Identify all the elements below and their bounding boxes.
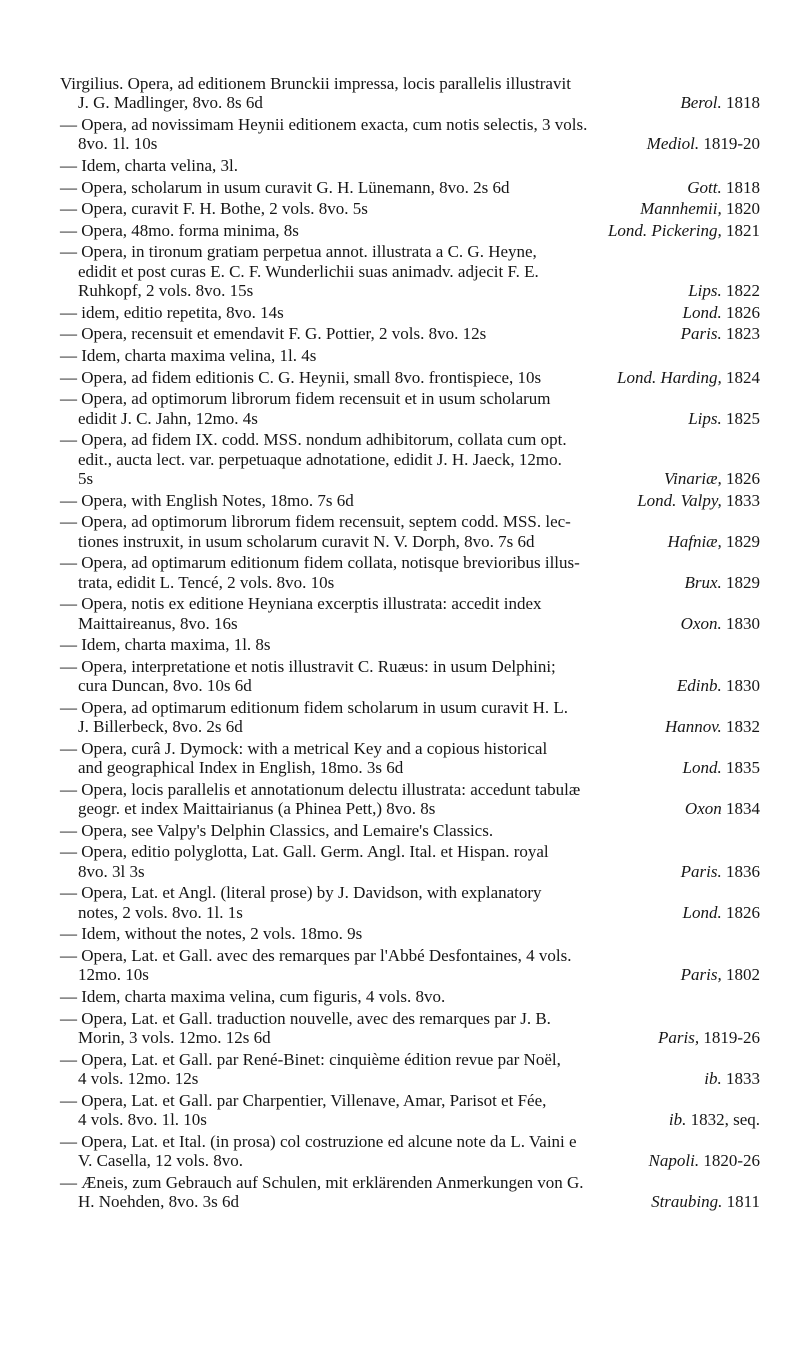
catalogue-entry: [60, 780, 760, 819]
entry-line-text: — Opera, ad fidem editionis C. G. Heynii, small 8vo. frontispiece, 10s: [60, 367, 542, 387]
entry-line-text: notes, 2 vols. 8vo. 1l. 1s: [78, 902, 243, 922]
imprint: [681, 324, 760, 343]
entry-line: [60, 324, 760, 343]
entry-line: [60, 965, 760, 984]
imprint-year: 1832, seq.: [690, 1109, 760, 1129]
entry-line: [60, 614, 760, 633]
entry-line: [60, 594, 760, 613]
entry-line-text: — Opera, Lat. et Gall. par Charpentier, Villenave, Amar, Parisot et Fée,: [60, 1090, 547, 1110]
imprint: [680, 93, 760, 112]
entry-line-text: — Opera, Lat. et Ital. (in prosa) col costruzione ed alcune note da L. Vaini e: [60, 1131, 577, 1151]
imprint: [683, 758, 760, 777]
entry-line: [60, 739, 760, 758]
imprint: [683, 303, 760, 322]
catalogue-entry: [60, 1009, 760, 1048]
imprint: [681, 862, 760, 881]
entry-line: [60, 512, 760, 531]
imprint-place: Mediol.: [646, 134, 700, 154]
imprint-place: Paris,: [680, 965, 722, 985]
catalogue-entry: [60, 883, 760, 922]
entry-line: [60, 758, 760, 777]
imprint-year: 1832: [726, 717, 760, 737]
entry-line-text: — Idem, charta maxima velina, cum figuris, 4 vols. 8vo.: [60, 986, 446, 1006]
entry-line: [60, 450, 760, 469]
imprint: [688, 409, 760, 428]
entry-line: [60, 156, 760, 175]
entry-line-text: — Opera, Lat. et Gall. par René-Binet: cinquième édition revue par Noël,: [60, 1049, 561, 1069]
entry-line: [60, 635, 760, 654]
entry-line-text: — Opera, ad optimorum librorum fidem recensuit, septem codd. MSS. lec-: [60, 512, 571, 532]
entry-line-text: trata, edidit L. Tencé, 2 vols. 8vo. 10s: [78, 572, 335, 592]
entry-line-text: — Opera, Lat. et Gall. traduction nouvelle, avec des remarques par J. B.: [60, 1008, 551, 1028]
entry-line: [60, 1069, 760, 1088]
entry-line-text: — Opera, scholarum in usum curavit G. H. Lünemann, 8vo. 2s 6d: [60, 177, 510, 197]
imprint-place: Hafniæ,: [667, 531, 722, 551]
entry-line: [60, 821, 760, 840]
imprint: [684, 573, 760, 592]
entry-line-text: 8vo. 1l. 10s: [78, 134, 158, 154]
entry-line-text: — Æneis, zum Gebrauch auf Schulen, mit erklärenden Anmerkungen von G.: [60, 1172, 584, 1192]
entry-line: [60, 1132, 760, 1151]
imprint: [651, 1192, 760, 1211]
entry-line-text: V. Casella, 12 vols. 8vo.: [78, 1150, 243, 1170]
catalogue-entry: [60, 199, 760, 218]
imprint: [640, 199, 760, 218]
imprint: [683, 903, 760, 922]
catalogue-entry: [60, 242, 760, 300]
imprint-place: Lips.: [688, 281, 722, 301]
catalogue-entry: [60, 512, 760, 551]
imprint-place: Brux.: [684, 572, 722, 592]
entry-line-text: — Opera, notis ex editione Heyniana excerptis illustrata: accedit index: [60, 594, 542, 614]
imprint: [658, 1028, 760, 1047]
catalogue-entry: [60, 987, 760, 1006]
entry-line-text: — Idem, charta maxima, 1l. 8s: [60, 635, 271, 655]
entry-line: [60, 676, 760, 695]
imprint-place: Napoli.: [648, 1150, 700, 1170]
imprint: [681, 614, 760, 633]
entry-line-text: — Idem, charta velina, 3l.: [60, 156, 238, 175]
catalogue-entry: [60, 74, 760, 113]
imprint-year: 1833: [726, 1068, 760, 1088]
imprint-place: Lond.: [682, 902, 722, 922]
catalogue-entry: [60, 303, 760, 322]
catalogue-entry: [60, 657, 760, 696]
imprint-year: 1826: [726, 902, 760, 922]
catalogue-entry: [60, 115, 760, 154]
entry-line-text: — Opera, ad optimarum editionum fidem scholarum in usum curavit H. L.: [60, 697, 568, 717]
entry-line: [60, 1050, 760, 1069]
imprint: [685, 799, 760, 818]
catalogue-entry: [60, 1132, 760, 1171]
entry-line-text: — Opera, ad novissimam Heynii editionem exacta, cum notis selectis, 3 vols.: [60, 115, 588, 134]
imprint-year: 1836: [726, 861, 760, 881]
entry-line: [60, 987, 760, 1006]
entry-line-text: J. Billerbeck, 8vo. 2s 6d: [78, 717, 243, 737]
imprint: [688, 281, 760, 300]
imprint-place: Lond. Pickering,: [607, 220, 722, 240]
catalogue-entry: [60, 924, 760, 943]
entry-line-text: Virgilius. Opera, ad editionem Brunckii impressa, locis parallelis illustravit: [60, 74, 571, 93]
imprint-year: 1833: [726, 490, 760, 510]
entry-line-text: Maittaireanus, 8vo. 16s: [78, 613, 238, 633]
entry-line: [60, 1009, 760, 1028]
entry-line: [60, 303, 760, 322]
imprint-year: 1834: [726, 799, 760, 819]
imprint-year: 1830: [726, 676, 760, 696]
entry-line: [60, 924, 760, 943]
entry-line: [60, 346, 760, 365]
catalogue-entry: [60, 430, 760, 488]
entry-line: [60, 469, 760, 488]
imprint-place: ib.: [668, 1109, 687, 1129]
imprint-year: 1820-26: [703, 1150, 760, 1170]
imprint-year: 1826: [726, 468, 760, 488]
entry-line: [60, 199, 760, 218]
entry-line: [60, 1028, 760, 1047]
imprint-place: Oxon.: [680, 613, 722, 633]
entry-line-text: — Opera, editio polyglotta, Lat. Gall. Germ. Angl. Ital. et Hispan. royal: [60, 842, 549, 862]
entry-line: [60, 115, 760, 134]
imprint: [677, 676, 760, 695]
imprint-year: 1825: [726, 408, 760, 428]
imprint-year: 1818: [726, 93, 760, 113]
imprint-year: 1819-26: [703, 1027, 760, 1047]
entry-line: [60, 903, 760, 922]
catalogue-entry: [60, 221, 760, 240]
catalogue-entry: [60, 1091, 760, 1130]
imprint-place: Lips.: [688, 408, 722, 428]
catalogue-entry: [60, 635, 760, 654]
imprint-place: Mannhemii,: [640, 199, 722, 219]
catalogue-entry: [60, 739, 760, 778]
imprint-year: 1829: [726, 531, 760, 551]
entry-line-text: 12mo. 10s: [78, 965, 149, 985]
entry-line: [60, 698, 760, 717]
entry-line: [60, 389, 760, 408]
entry-line: [60, 74, 760, 93]
entry-line-text: — Opera, recensuit et emendavit F. G. Pottier, 2 vols. 8vo. 12s: [60, 324, 487, 344]
entry-line-text: — Opera, interpretatione et notis illustravit C. Ruæus: in usum Delphini;: [60, 656, 556, 676]
entry-line: [60, 842, 760, 861]
entry-line: [60, 862, 760, 881]
imprint: [665, 717, 760, 736]
imprint-place: Lond. Valpy,: [637, 490, 722, 510]
imprint-place: Berol.: [680, 93, 722, 113]
imprint-year: 1821: [726, 220, 760, 240]
imprint: [608, 221, 760, 240]
imprint-year: 1811: [726, 1191, 760, 1211]
catalogue-entry: [60, 946, 760, 985]
imprint-place: Vinariæ,: [663, 468, 722, 488]
entry-line-text: — Opera, locis parallelis et annotationum delectu illustrata: accedunt tabulæ: [60, 779, 581, 799]
imprint: [681, 965, 760, 984]
catalogue-entry: [60, 553, 760, 592]
entry-line: [60, 532, 760, 551]
entry-line: [60, 242, 760, 261]
imprint-year: 1818: [726, 177, 760, 197]
imprint: [687, 178, 760, 197]
entry-line-text: — Opera, with English Notes, 18mo. 7s 6d: [60, 490, 354, 510]
entry-line: [60, 491, 760, 510]
entry-line: [60, 883, 760, 902]
entry-line: [60, 221, 760, 240]
entry-line: [60, 946, 760, 965]
imprint-year: 1820: [726, 199, 760, 219]
imprint: [704, 1069, 760, 1088]
imprint-year: 1822: [726, 281, 760, 301]
imprint-place: Straubing.: [651, 1191, 723, 1211]
imprint: [669, 1110, 760, 1129]
entry-line: [60, 368, 760, 387]
entry-line: [60, 1192, 760, 1211]
entry-line-text: — Opera, ad fidem IX. codd. MSS. nondum adhibitorum, collata cum opt.: [60, 430, 567, 450]
entry-line-text: edit., aucta lect. var. perpetuaque adnotatione, edidit J. H. Jaeck, 12mo.: [78, 449, 562, 469]
entry-line-text: and geographical Index in English, 18mo. 3s 6d: [78, 758, 404, 778]
imprint-place: Paris.: [680, 324, 722, 344]
entry-line-text: Ruhkopf, 2 vols. 8vo. 15s: [78, 281, 254, 301]
catalogue-entry: [60, 368, 760, 387]
catalogue-entry: [60, 842, 760, 881]
entry-line-text: — Idem, charta maxima velina, 1l. 4s: [60, 345, 317, 365]
imprint-place: Hannov.: [664, 717, 722, 737]
catalogue-entry: [60, 389, 760, 428]
imprint-year: 1824: [726, 367, 760, 387]
entry-line: [60, 1110, 760, 1129]
entry-line: [60, 573, 760, 592]
catalogue-entry: [60, 178, 760, 197]
entry-line: [60, 799, 760, 818]
entry-line-text: — Opera, in tironum gratiam perpetua annot. illustrata a C. G. Heyne,: [60, 242, 537, 262]
imprint-year: 1835: [726, 758, 760, 778]
entry-line: [60, 93, 760, 112]
catalogue-entry: [60, 698, 760, 737]
entry-line: [60, 281, 760, 300]
entry-line-text: 4 vols. 8vo. 1l. 10s: [78, 1109, 207, 1129]
imprint-year: 1819-20: [703, 134, 760, 154]
entry-line-text: — Opera, curâ J. Dymock: with a metrical Key and a copious historical: [60, 738, 548, 758]
imprint-year: 1830: [726, 613, 760, 633]
entry-line-text: tiones instruxit, in usum scholarum curavit N. V. Dorph, 8vo. 7s 6d: [78, 531, 535, 551]
catalogue-page: [60, 74, 760, 1214]
catalogue-entry: [60, 156, 760, 175]
imprint: [664, 469, 760, 488]
imprint-place: Lond.: [682, 758, 722, 778]
entry-line: [60, 1151, 760, 1170]
imprint-place: ib.: [704, 1068, 722, 1088]
imprint-year: 1829: [726, 572, 760, 592]
catalogue-entry: [60, 1173, 760, 1212]
entry-line: [60, 717, 760, 736]
entry-line-text: — Opera, Lat. et Angl. (literal prose) by J. Davidson, with explanatory: [60, 883, 542, 903]
catalogue-entry: [60, 346, 760, 365]
imprint-place: Lond.: [682, 302, 722, 322]
catalogue-entry: [60, 1050, 760, 1089]
imprint-place: Oxon: [684, 799, 722, 819]
entry-line: [60, 430, 760, 449]
entry-line-text: — Opera, ad optimorum librorum fidem recensuit et in usum scholarum: [60, 389, 551, 409]
entry-line: [60, 409, 760, 428]
imprint-place: Paris.: [680, 861, 722, 881]
entry-line-text: Morin, 3 vols. 12mo. 12s 6d: [78, 1027, 271, 1047]
entry-line-text: 4 vols. 12mo. 12s: [78, 1068, 199, 1088]
entry-line-text: — Opera, ad optimarum editionum fidem collata, notisque brevioribus illus-: [60, 553, 580, 573]
imprint: [617, 368, 760, 387]
entry-line-text: H. Noehden, 8vo. 3s 6d: [78, 1191, 240, 1211]
imprint-place: Paris,: [657, 1027, 700, 1047]
imprint-place: Gott.: [687, 177, 722, 197]
entry-line-text: edidit et post curas E. C. F. Wunderlichii suas animadv. adjecit F. E.: [78, 261, 539, 281]
entry-line: [60, 262, 760, 281]
catalogue-entry: [60, 594, 760, 633]
entry-line: [60, 657, 760, 676]
entry-line-text: edidit J. C. Jahn, 12mo. 4s: [78, 408, 258, 428]
imprint: [667, 532, 760, 551]
entry-line-text: 5s: [78, 468, 94, 488]
entry-line-text: 8vo. 3l 3s: [78, 861, 145, 881]
imprint-year: 1826: [726, 302, 760, 322]
entry-line-text: — Opera, curavit F. H. Bothe, 2 vols. 8vo. 5s: [60, 199, 368, 219]
imprint-year: 1823: [726, 324, 760, 344]
entry-line: [60, 553, 760, 572]
entry-line: [60, 178, 760, 197]
entry-line-text: — idem, editio repetita, 8vo. 14s: [60, 302, 284, 322]
entry-line-text: — Opera, 48mo. forma minima, 8s: [60, 220, 299, 240]
entry-line: [60, 134, 760, 153]
imprint: [649, 1151, 760, 1170]
imprint: [647, 134, 760, 153]
catalogue-entry: [60, 491, 760, 510]
entry-line-text: geogr. et index Maittairianus (a Phinea Pett,) 8vo. 8s: [78, 799, 436, 819]
entry-line: [60, 1173, 760, 1192]
entry-line: [60, 1091, 760, 1110]
entry-line-text: cura Duncan, 8vo. 10s 6d: [78, 676, 252, 696]
imprint-place: Lond. Harding,: [617, 367, 722, 387]
catalogue-entry: [60, 324, 760, 343]
entry-line-text: — Opera, Lat. et Gall. avec des remarques par l'Abbé Desfontaines, 4 vols.: [60, 945, 572, 965]
catalogue-entry: [60, 821, 760, 840]
entry-line-text: J. G. Madlinger, 8vo. 8s 6d: [78, 93, 263, 113]
imprint-year: 1802: [726, 965, 760, 985]
imprint: [637, 491, 760, 510]
entry-line-text: — Opera, see Valpy's Delphin Classics, and Lemaire's Classics.: [60, 820, 494, 840]
imprint-place: Edinb.: [676, 676, 722, 696]
entry-line-text: — Idem, without the notes, 2 vols. 18mo. 9s: [60, 924, 363, 944]
entry-line: [60, 780, 760, 799]
